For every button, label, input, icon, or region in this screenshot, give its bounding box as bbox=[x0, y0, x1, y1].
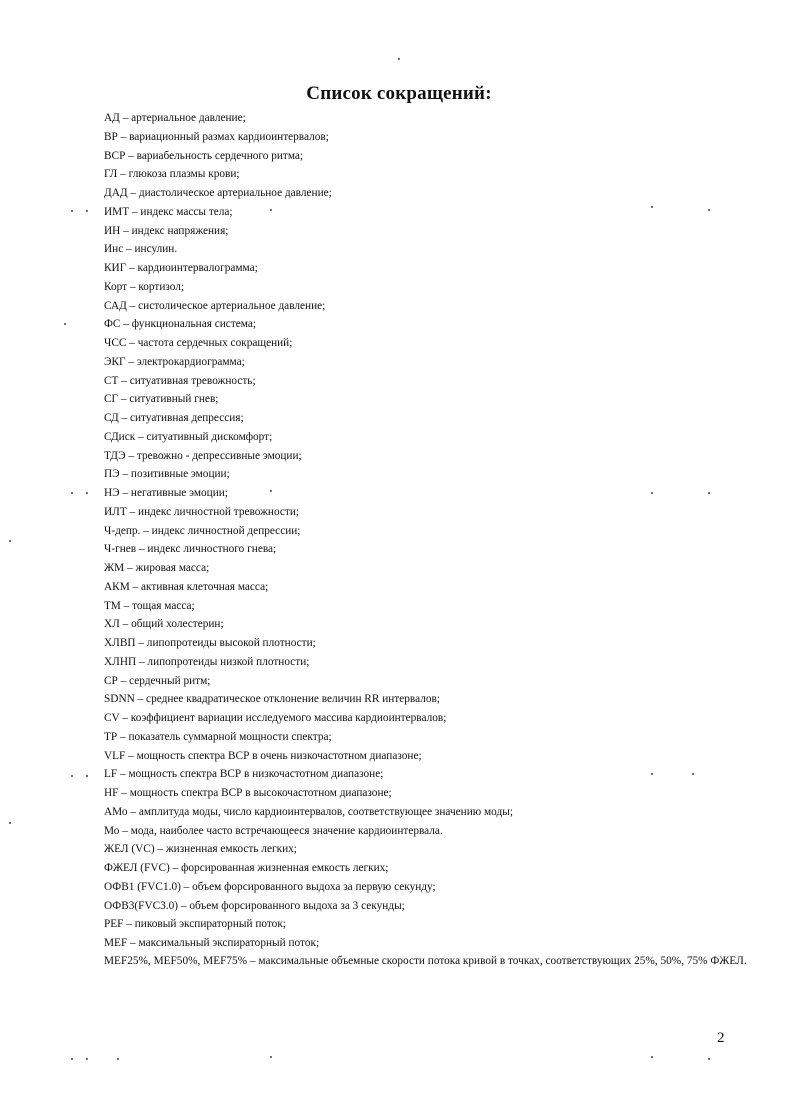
abbreviation-item: КИГ – кардиоинтервалограмма; bbox=[104, 262, 258, 274]
scan-speck bbox=[708, 492, 710, 494]
scan-speck bbox=[708, 1058, 710, 1060]
abbreviation-item: ВР – вариационный размах кардиоинтервалов; bbox=[104, 130, 329, 143]
abbreviation-item: ТМ – тощая масса; bbox=[104, 599, 195, 612]
abbreviation-item: ОФВ3(FVC3.0) – объем форсированного выдоха за 3 секунды; bbox=[104, 899, 405, 912]
abbreviation-item: MEF – максимальный экспираторный поток; bbox=[104, 937, 320, 949]
scan-speck bbox=[71, 492, 73, 494]
scan-speck bbox=[651, 492, 653, 494]
scan-speck bbox=[71, 775, 73, 777]
scan-speck bbox=[270, 209, 272, 211]
abbreviation-item: ФС – функциональная система; bbox=[104, 318, 256, 331]
abbreviation-item: ИН – индекс напряжения; bbox=[104, 224, 229, 237]
abbreviation-item: СР – сердечный ритм; bbox=[104, 674, 211, 687]
scan-speck bbox=[86, 1058, 88, 1060]
abbreviation-item: MEF25%, MEF50%, MEF75% – максимальные объемные скорости потока кривой в точках, соответствующих 25%, 50%, 75% ФЖЕЛ. bbox=[104, 954, 747, 967]
abbreviation-item: ПЭ – позитивные эмоции; bbox=[104, 468, 230, 481]
scan-speck bbox=[9, 822, 11, 824]
scan-speck bbox=[71, 210, 73, 212]
scan-speck bbox=[708, 209, 710, 211]
abbreviation-item: АКМ – активная клеточная масса; bbox=[104, 580, 269, 593]
abbreviation-item: ЖМ – жировая масса; bbox=[104, 562, 210, 574]
abbreviation-item: Инс – инсулин. bbox=[104, 243, 178, 256]
scan-speck bbox=[692, 773, 694, 775]
abbreviation-item: Ч-депр. – индекс личностной депрессии; bbox=[104, 524, 301, 537]
scan-speck bbox=[64, 323, 66, 325]
abbreviation-item: ФЖЕЛ (FVC) – форсированная жизненная емкость легких; bbox=[104, 862, 389, 874]
abbreviation-item: SDNN – среднее квадратическое отклонение величин RR интервалов; bbox=[104, 693, 440, 706]
abbreviation-item: ХЛВП – липопротеиды высокой плотности; bbox=[104, 637, 316, 649]
abbreviation-item: CV – коэффициент вариации исследуемого массива кардиоинтервалов; bbox=[104, 712, 447, 724]
scan-speck bbox=[86, 210, 88, 212]
abbreviation-item: ЭКГ – электрокардиограмма; bbox=[104, 355, 245, 368]
abbreviation-item: ЖЕЛ (VC) – жизненная емкость легких; bbox=[104, 843, 297, 856]
page-number: 2 bbox=[717, 1030, 725, 1046]
abbreviation-item: ДАД – диастолическое артериальное давление; bbox=[104, 187, 332, 199]
abbreviation-item: СДиск – ситуативный дискомфорт; bbox=[104, 430, 273, 443]
abbreviation-item: ХЛНП – липопротеиды низкой плотности; bbox=[104, 655, 310, 668]
abbreviation-item: LF – мощность спектра ВСР в низкочастотном диапазоне; bbox=[104, 768, 384, 781]
abbreviation-item: HF – мощность спектра ВСР в высокочастотном диапазоне; bbox=[104, 787, 392, 799]
scan-speck bbox=[86, 775, 88, 777]
scan-speck bbox=[398, 58, 400, 60]
scan-speck bbox=[9, 540, 11, 542]
abbreviation-item: СД – ситуативная депрессия; bbox=[104, 412, 244, 424]
abbreviation-list bbox=[104, 109, 754, 969]
abbreviation-item: VLF – мощность спектра ВСР в очень низкочастотном диапазоне; bbox=[104, 749, 422, 762]
abbreviation-item: ИМТ – индекс массы тела; bbox=[104, 205, 233, 218]
abbreviation-item: ИЛТ – индекс личностной тревожности; bbox=[104, 505, 300, 518]
scan-speck bbox=[651, 206, 653, 208]
scan-speck bbox=[86, 492, 88, 494]
abbreviation-item: ТДЭ – тревожно - депрессивные эмоции; bbox=[104, 449, 302, 462]
abbreviation-item: ХЛ – общий холестерин; bbox=[104, 618, 224, 631]
abbreviation-item: АД – артериальное давление; bbox=[104, 112, 246, 124]
abbreviation-item: АМо – амплитуда моды, число кардиоинтервалов, соответствующее значению моды; bbox=[104, 805, 513, 818]
abbreviation-item: ЧСС – частота сердечных сокращений; bbox=[104, 337, 293, 349]
scan-speck bbox=[270, 1056, 272, 1058]
abbreviation-item: PEF – пиковый экспираторный поток; bbox=[104, 918, 286, 931]
page-title: Список сокращений: bbox=[306, 82, 492, 104]
scan-speck bbox=[651, 1056, 653, 1058]
scan-speck bbox=[71, 1058, 73, 1060]
abbreviation-item: Ч-гнев – индекс личностного гнева; bbox=[104, 543, 277, 556]
scan-speck bbox=[651, 773, 653, 775]
abbreviation-item: Корт – кортизол; bbox=[104, 280, 185, 293]
scan-speck bbox=[270, 490, 272, 492]
abbreviation-item: ОФВ1 (FVC1.0) – объем форсированного выдоха за первую секунду; bbox=[104, 880, 436, 893]
abbreviation-item: САД – систолическое артериальное давление; bbox=[104, 299, 326, 312]
scan-speck bbox=[117, 1058, 119, 1060]
abbreviation-item: ВСР – вариабельность сердечного ритма; bbox=[104, 149, 304, 162]
abbreviation-item: ГЛ – глюкоза плазмы крови; bbox=[104, 168, 240, 181]
abbreviation-item: Мо – мода, наиболее часто встречающееся значение кардиоинтервала. bbox=[104, 824, 443, 837]
abbreviation-item: НЭ – негативные эмоции; bbox=[104, 487, 228, 499]
abbreviation-item: СТ – ситуативная тревожность; bbox=[104, 374, 256, 387]
abbreviation-item: ТР – показатель суммарной мощности спектра; bbox=[104, 730, 332, 743]
abbreviation-item: СГ – ситуативный гнев; bbox=[104, 393, 219, 406]
